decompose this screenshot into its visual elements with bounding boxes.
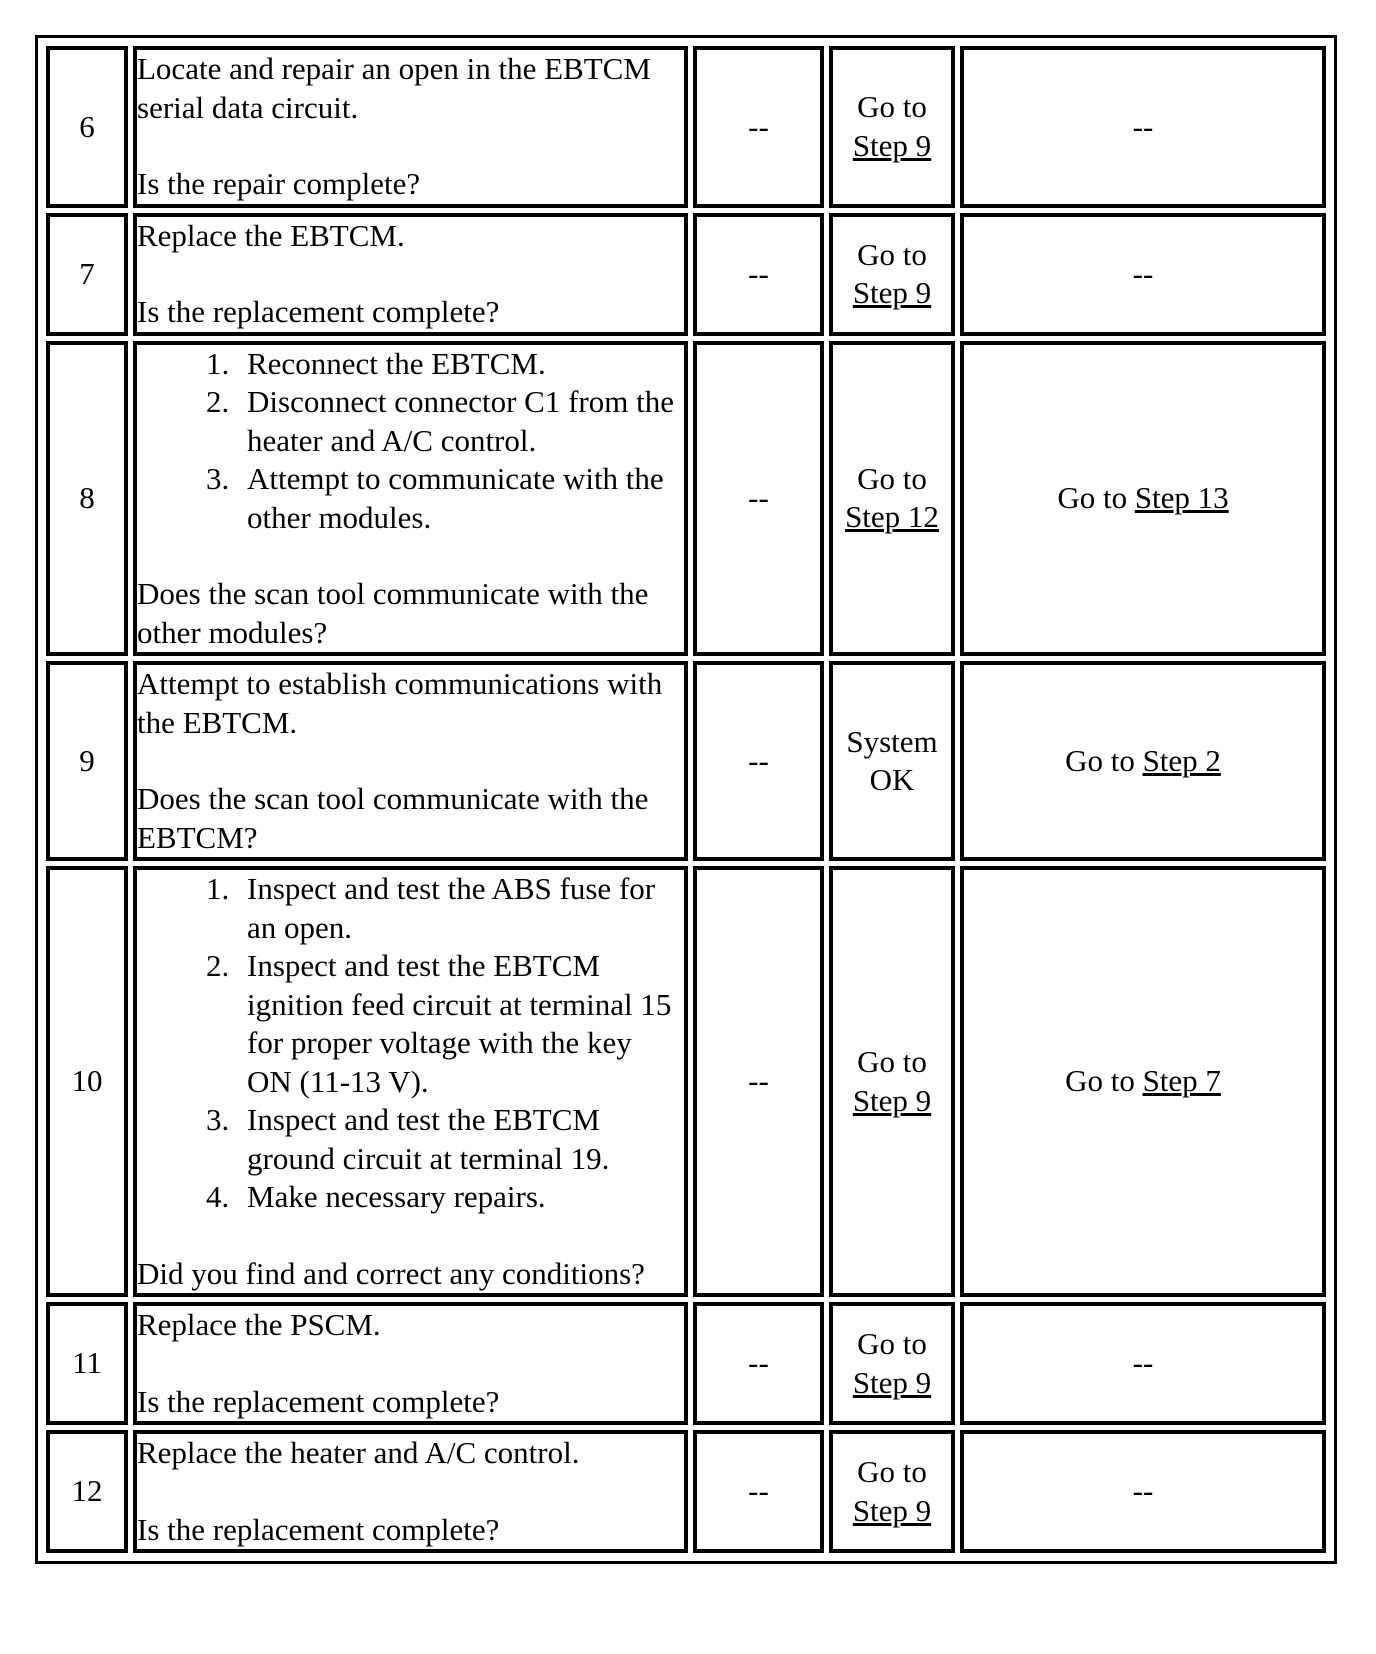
no-result-text: Go to (1065, 742, 1135, 778)
yes-result-text: Go to (857, 1326, 927, 1361)
step-row-12 (46, 1430, 1326, 1553)
step-no-result (960, 341, 1326, 657)
step-row-10 (46, 866, 1326, 1297)
step-action (133, 1302, 688, 1425)
no-result-text: Go to (1065, 1063, 1135, 1099)
step-row-11 (46, 1302, 1326, 1425)
step-yes-result (829, 213, 955, 336)
action-instruction: Attempt to establish communications with the EBTCM. (137, 666, 663, 740)
step-number: 6 (46, 46, 128, 208)
step-row-6 (46, 46, 1326, 208)
no-result-text: -- (1132, 255, 1154, 291)
action-instruction: Replace the heater and A/C control. (137, 1435, 580, 1470)
paragraph-gap (137, 1345, 684, 1383)
action-list-item: 3. Attempt to communicate with the other modules. (237, 460, 684, 537)
step-no-result (960, 1302, 1326, 1425)
step-action (133, 866, 688, 1297)
step-yes-result (829, 661, 955, 861)
step-action (133, 341, 688, 657)
step-yes-result (829, 1430, 955, 1553)
no-result-text: -- (1132, 108, 1154, 144)
step-number: 11 (46, 1302, 128, 1425)
action-instruction: Locate and repair an open in the EBTCM serial data circuit. (137, 51, 651, 125)
goto-step-link[interactable]: Step 2 (1142, 742, 1221, 778)
step-number: 8 (46, 341, 128, 657)
diagnostic-steps-table (41, 41, 1331, 1558)
step-value: -- (693, 213, 824, 336)
step-value: -- (693, 866, 824, 1297)
action-list-item: 3. Inspect and test the EBTCM ground circuit at terminal 19. (237, 1101, 684, 1178)
action-question: Is the repair complete? (137, 166, 421, 201)
paragraph-gap (137, 742, 684, 780)
step-value: -- (693, 341, 824, 657)
step-action (133, 1430, 688, 1553)
action-question: Does the scan tool communicate with the other modules? (137, 576, 649, 650)
action-instruction: Replace the PSCM. (137, 1307, 381, 1342)
goto-step-link[interactable]: Step 12 (845, 499, 939, 535)
step-row-7 (46, 213, 1326, 336)
step-value: -- (693, 661, 824, 861)
action-list-item: 1. Reconnect the EBTCM. (237, 345, 684, 384)
yes-result-text: Go to (857, 1044, 927, 1079)
paragraph-gap (137, 127, 684, 165)
action-list-item: 4. Make necessary repairs. (237, 1178, 684, 1217)
action-question: Is the replacement complete? (137, 294, 500, 329)
goto-step-link[interactable]: Step 9 (852, 1364, 932, 1400)
step-value: -- (693, 1430, 824, 1553)
yes-result-text: Go to (857, 1454, 927, 1489)
step-row-8 (46, 341, 1326, 657)
step-no-result (960, 46, 1326, 208)
step-yes-result (829, 1302, 955, 1425)
step-no-result (960, 1430, 1326, 1553)
step-action (133, 661, 688, 861)
no-result-text: -- (1132, 1345, 1154, 1381)
step-yes-result (829, 46, 955, 208)
step-value: -- (693, 1302, 824, 1425)
no-result-text: -- (1132, 1473, 1154, 1509)
paragraph-gap (137, 1217, 684, 1255)
step-no-result (960, 213, 1326, 336)
action-question: Is the replacement complete? (137, 1383, 500, 1419)
goto-step-link[interactable]: Step 7 (1142, 1063, 1221, 1099)
yes-result-text: System OK (846, 723, 938, 797)
yes-result-text: Go to (857, 236, 927, 272)
diagnostic-steps-body (46, 46, 1326, 1553)
yes-result-text: Go to (857, 89, 927, 125)
step-action (133, 46, 688, 208)
step-yes-result (829, 341, 955, 657)
goto-step-link[interactable]: Step 13 (1134, 480, 1229, 515)
step-number: 7 (46, 213, 128, 336)
goto-step-link[interactable]: Step 9 (852, 275, 932, 310)
yes-result-text: Go to (857, 460, 927, 496)
action-question: Does the scan tool communicate with the EBTCM? (137, 781, 649, 855)
step-row-9 (46, 661, 1326, 861)
step-action (133, 213, 688, 336)
step-number: 10 (46, 866, 128, 1297)
action-list (137, 345, 684, 538)
action-instruction: Replace the EBTCM. (137, 217, 405, 253)
paragraph-gap (137, 255, 684, 293)
step-no-result (960, 866, 1326, 1297)
action-list (137, 870, 684, 1217)
diagnostic-table-frame (35, 35, 1337, 1564)
step-number: 12 (46, 1430, 128, 1553)
action-list-item: 1. Inspect and test the ABS fuse for an open. (237, 870, 684, 947)
action-list-item: 2. Disconnect connector C1 from the heater and A/C control. (237, 383, 684, 460)
step-value: -- (693, 46, 824, 208)
goto-step-link[interactable]: Step 9 (852, 127, 932, 163)
no-result-text: Go to (1057, 480, 1128, 515)
step-number: 9 (46, 661, 128, 861)
goto-step-link[interactable]: Step 9 (852, 1492, 932, 1528)
paragraph-gap (137, 1473, 684, 1511)
step-no-result (960, 661, 1326, 861)
paragraph-gap (137, 537, 684, 575)
action-question: Did you find and correct any conditions? (137, 1255, 645, 1291)
goto-step-link[interactable]: Step 9 (852, 1082, 932, 1118)
action-list-item: 2. Inspect and test the EBTCM ignition feed circuit at terminal 15 for proper voltage with the key ON (11-13 V). (237, 947, 684, 1101)
step-yes-result (829, 866, 955, 1297)
action-question: Is the replacement complete? (137, 1511, 500, 1547)
